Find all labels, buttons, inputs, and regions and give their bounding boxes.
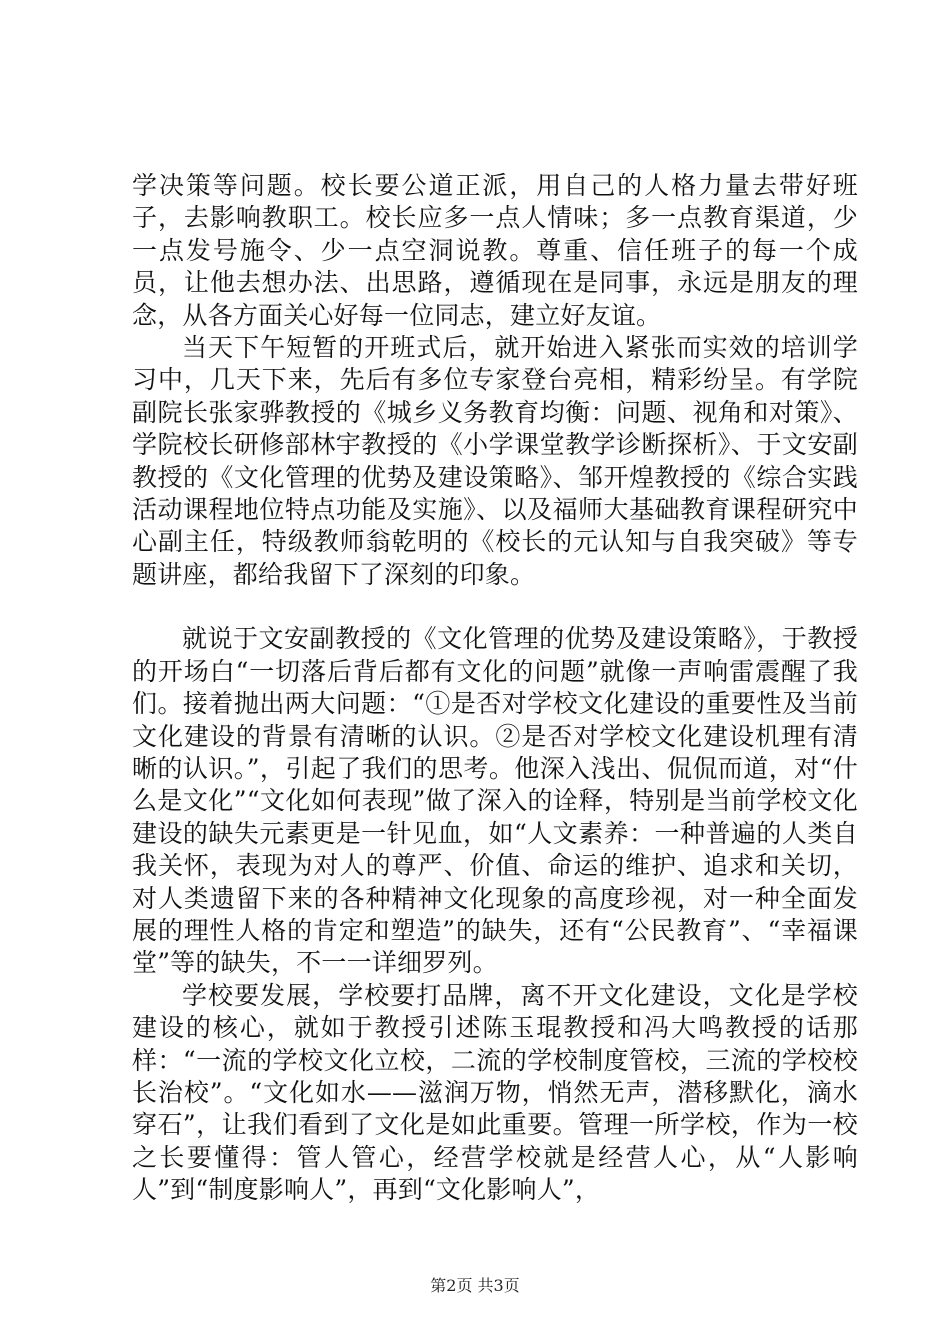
paragraph-lectures: 当天下午短暂的开班式后，就开始进入紧张而实效的培训学习中，几天下来，先后有多位专家登台亮相，精彩纷呈。有学院副院长张家骅教授的《城乡义务教育均衡：问题、视角和对策》、学院校长研修部林宇教授的《小学课堂教学诊断探析》、于文安副教授的《文化管理的优势及建设策略》、邹开煌教授的《综合实践活动课程地位特点功能及实施》、以及福师大基础教育课程研究中心副主任，特级教师翁乾明的《校长的元认知与自我突破》等专题讲座，都给我留下了深刻的印象。 [132, 333, 858, 589]
body-text [132, 170, 858, 1207]
paragraph-continued: 学决策等问题。校长要公道正派，用自己的人格力量去带好班子，去影响教职工。校长应多一点人情味；多一点教育渠道，少一点发号施令、少一点空洞说教。尊重、信任班子的每一个成员，让他去想办法、出思路，遵循现在是同事，永远是朋友的理念，从各方面关心好每一位同志，建立好友谊。 [132, 171, 858, 330]
paragraph-culture-management: 就说于文安副教授的《文化管理的优势及建设策略》，于教授的开场白“一切落后背后都有文化的问题”就像一声响雷震醒了我们。接着抛出两大问题：“①是否对学校文化建设的重要性及当前文化建设的背景有清晰的认识。②是否对学校文化建设机理有清晰的认识。”，引起了我们的思考。他深入浅出、侃侃而道，对“什么是文化”“文化如何表现”做了深入的诠释，特别是当前学校文化建设的缺失元素更是一针见血，如“人文素养：一种普遍的人类自我关怀，表现为对人的尊严、价值、命运的维护、追求和关切，对人类遗留下来的各种精神文化现象的高度珍视，对一种全面发展的理性人格的肯定和塑造”的缺失，还有“公民教育”、“幸福课堂”等的缺失，不一一详细罗列。 [132, 624, 858, 978]
paragraph-school-development: 学校要发展，学校要打品牌，离不开文化建设，文化是学校建设的核心，就如于教授引述陈玉琨教授和冯大鸣教授的话那样：“一流的学校文化立校，二流的学校制度管校，三流的学校校长治校”。“文化如水——滋润万物，悄然无声，潜移默化，滴水穿石”，让我们看到了文化是如此重要。管理一所学校，作为一校之长要懂得：管人管心，经营学校就是经营人心，从“人影响人”到“制度影响人”，再到“文化影响人”， [132, 980, 858, 1205]
page-footer: 第2页 共3页 [430, 1276, 520, 1295]
paragraph-gap [132, 591, 858, 623]
